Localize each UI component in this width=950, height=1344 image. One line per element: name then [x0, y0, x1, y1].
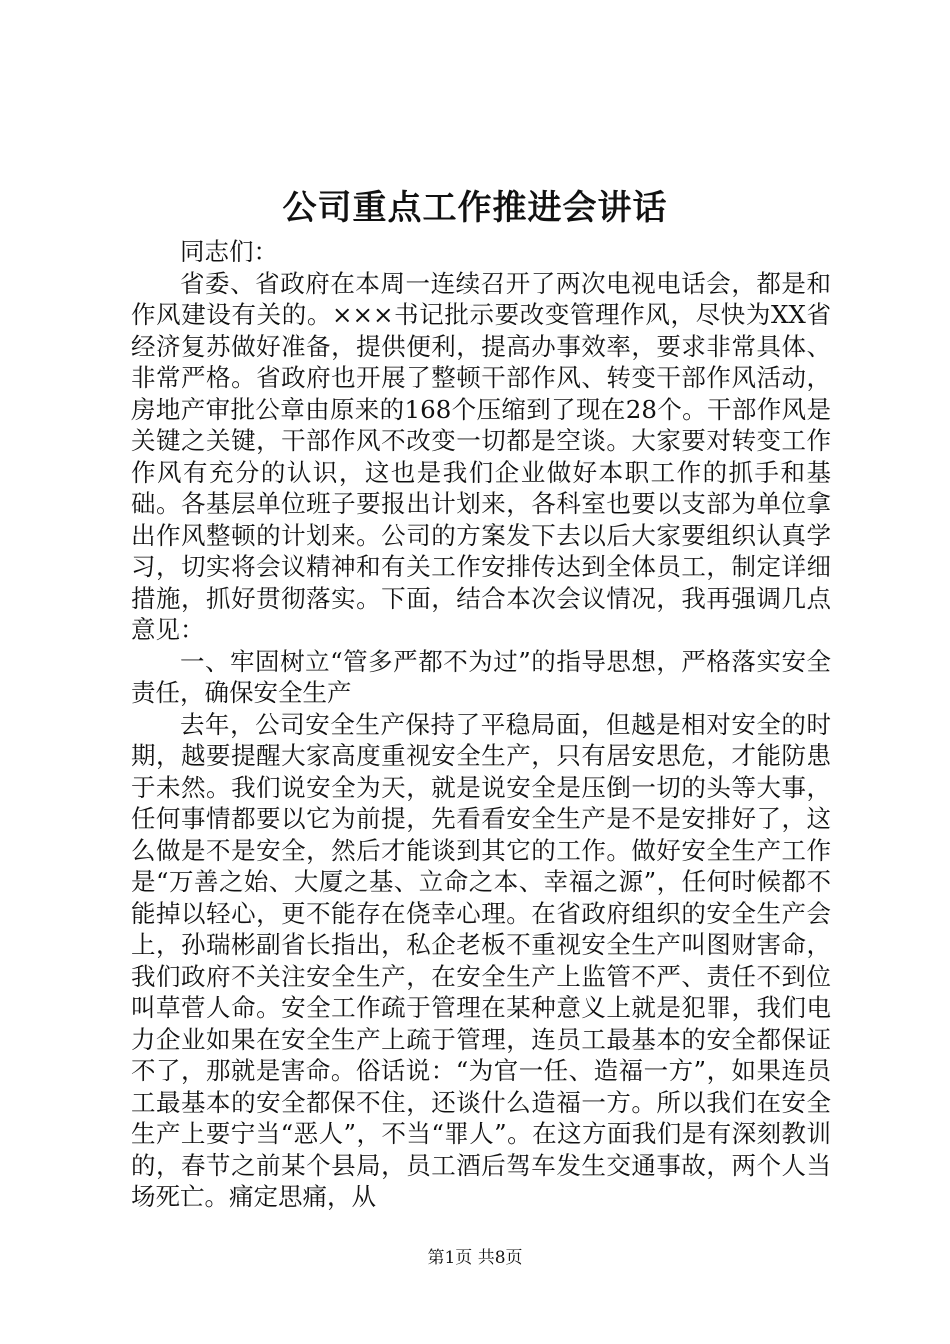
page-number-footer: 第1页 共8页: [427, 1248, 523, 1268]
body-paragraph: 省委、省政府在本周一连续召开了两次电视电话会，都是和作风建设有关的。×××书记批示要改变管理作风，尽快为XX省经济复苏做好准备，提供便利，提高办事效率，要求非常具体、非常严格。省政府也开展了整顿干部作风、转变干部作风活动，房地产审批公章由原来的168个压缩到了现在28个。干部作风是关键之关键，干部作风不改变一切都是空谈。大家要对转变工作作风有充分的认识，这也是我们企业做好本职工作的抓手和基础。各基层单位班子要报出计划来，各科室也要以支部为单位拿出作风整顿的计划来。公司的方案发下去以后大家要组织认真学习，切实将会议精神和有关工作安排传达到全体员工，制定详细措施，抓好贯彻落实。下面，结合本次会议情况，我再强调几点意见：: [131, 268, 831, 644]
body-paragraph: 去年，公司安全生产保持了平稳局面，但越是相对安全的时期，越要提醒大家高度重视安全生产，只有居安思危，才能防患于未然。我们说安全为天，就是说安全是压倒一切的头等大事，任何事情都要以它为前提，先看看安全生产是不是安排好了，这么做是不是安全，然后才能谈到其它的工作。做好安全生产工作是“万善之始、大厦之基、立命之本、幸福之源”，任何时候都不能掉以轻心，更不能存在侥幸心理。在省政府组织的安全生产会上，孙瑞彬副省长指出，私企老板不重视安全生产叫图财害命，我们政府不关注安全生产，在安全生产上监管不严、责任不到位叫草菅人命。安全工作疏于管理在某种意义上就是犯罪，我们电力企业如果在安全生产上疏于管理，连员工最基本的安全都保证不了，那就是害命。俗话说：“为官一任、造福一方”，如果连员工最基本的安全都保不住，还谈什么造福一方。所以我们在安全生产上要宁当“恶人”，不当“罪人”。在这方面我们是有深刻教训的，春节之前某个县局，员工酒后驾车发生交通事故，两个人当场死亡。痛定思痛，从: [131, 709, 831, 1211]
section-heading: 一、牢固树立“管多严都不为过”的指导思想，严格落实安全责任，确保安全生产: [131, 646, 831, 707]
document-body: [131, 236, 831, 1213]
document-title: 公司重点工作推进会讲话: [282, 188, 668, 228]
salutation-paragraph: 同志们：: [180, 237, 278, 266]
